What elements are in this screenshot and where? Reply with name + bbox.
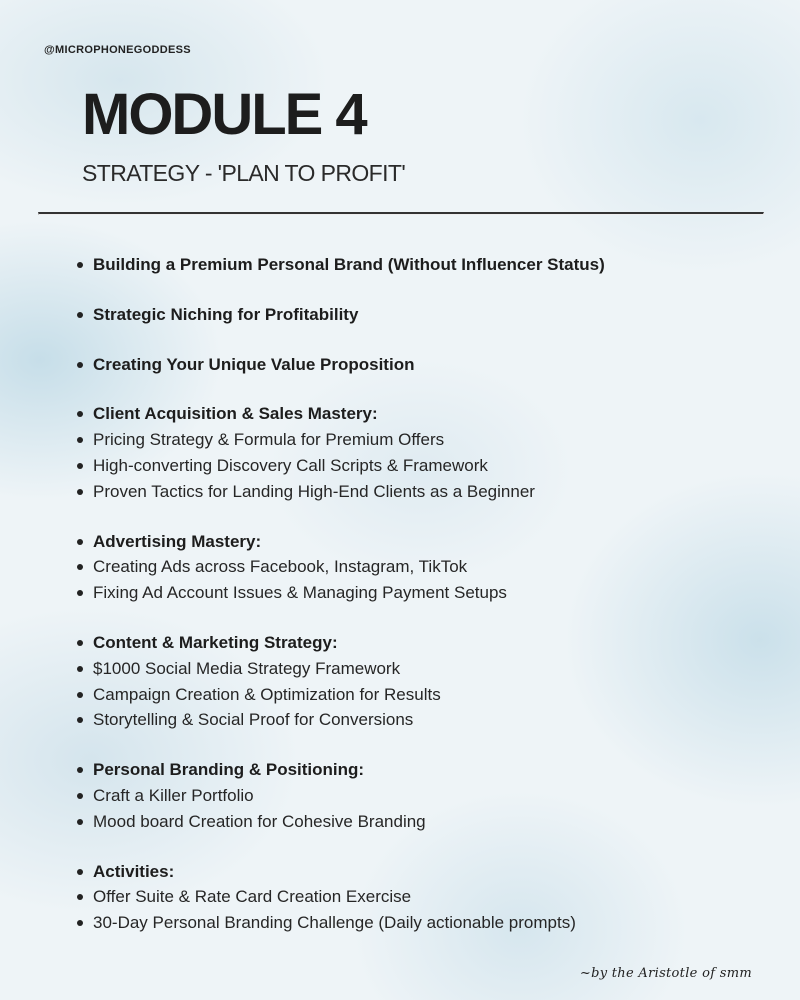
- author-signature: ~by the Aristotle of smm: [579, 966, 752, 981]
- outline-section: [75, 401, 775, 504]
- section-heading: Creating Your Unique Value Proposition: [75, 352, 775, 378]
- list-item: 30-Day Personal Branding Challenge (Daily actionable prompts): [75, 910, 775, 936]
- list-item: High-converting Discovery Call Scripts & Framework: [75, 453, 775, 479]
- title-divider: [38, 212, 764, 215]
- outline-section: [75, 302, 775, 328]
- list-item: Creating Ads across Facebook, Instagram, TikTok: [75, 554, 775, 580]
- outline-section: [75, 529, 775, 606]
- outline-section: [75, 352, 775, 378]
- page-title: MODULE 4: [82, 82, 366, 147]
- section-heading: Personal Branding & Positioning:: [75, 757, 775, 783]
- section-heading: Strategic Niching for Profitability: [75, 302, 775, 328]
- outline-section: [75, 859, 775, 936]
- outline-section: [75, 252, 775, 278]
- list-item: Pricing Strategy & Formula for Premium Offers: [75, 427, 775, 453]
- page-subtitle: STRATEGY - 'PLAN TO PROFIT': [82, 160, 406, 186]
- account-handle: @MICROPHONEGODDESS: [44, 44, 191, 56]
- list-item: Mood board Creation for Cohesive Branding: [75, 809, 775, 835]
- list-item: $1000 Social Media Strategy Framework: [75, 656, 775, 682]
- module-outline: [75, 252, 775, 960]
- list-item: Offer Suite & Rate Card Creation Exercise: [75, 884, 775, 910]
- outline-section: [75, 630, 775, 733]
- list-item: Fixing Ad Account Issues & Managing Payment Setups: [75, 580, 775, 606]
- list-item: Craft a Killer Portfolio: [75, 783, 775, 809]
- section-heading: Activities:: [75, 859, 775, 885]
- outline-section: [75, 757, 775, 834]
- list-item: Campaign Creation & Optimization for Results: [75, 682, 775, 708]
- list-item: Proven Tactics for Landing High-End Clients as a Beginner: [75, 479, 775, 505]
- section-heading: Client Acquisition & Sales Mastery:: [75, 401, 775, 427]
- list-item: Storytelling & Social Proof for Conversions: [75, 707, 775, 733]
- section-heading: Advertising Mastery:: [75, 529, 775, 555]
- section-heading: Content & Marketing Strategy:: [75, 630, 775, 656]
- section-heading: Building a Premium Personal Brand (Without Influencer Status): [75, 252, 775, 278]
